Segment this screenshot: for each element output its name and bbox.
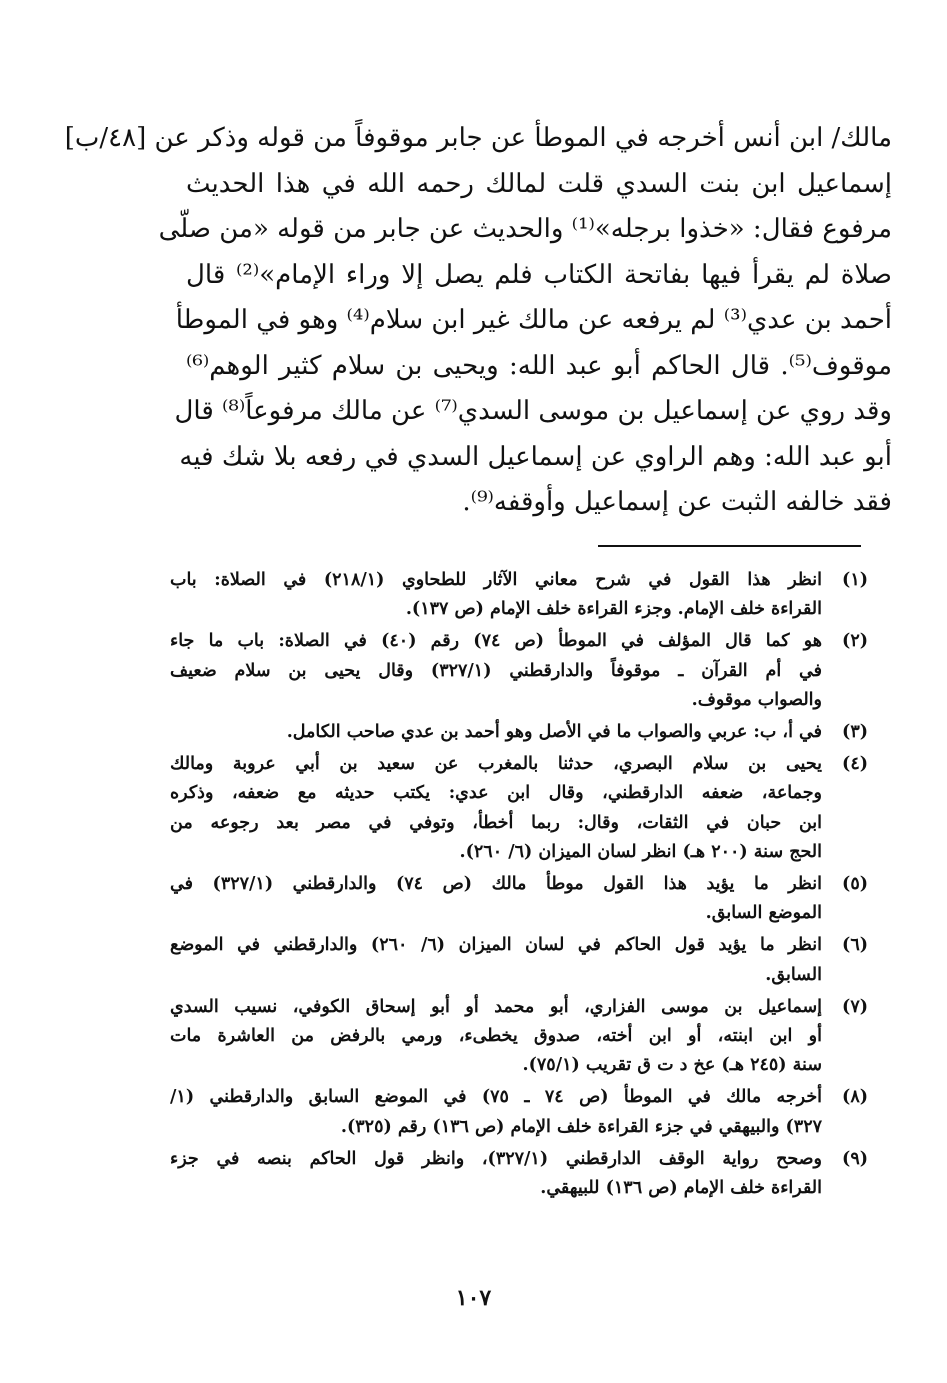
footnote-number: (٢)	[842, 631, 868, 652]
main-text-line: مالك/ ابن أنس أخرجه في الموطأ عن جابر موقوفاً من قوله وذكر عن [٤٨/ب]	[64, 123, 892, 153]
main-text-line: صلاة لم يقرأ فيها بفاتحة الكتاب فلم يصل إلا وراء الإمام»⁽²⁾ قال	[186, 259, 892, 290]
footnote-line: انظر ما يؤيد هذا القول موطأ مالك (ص ٧٤) والدارقطني (٣٢٧/١) في	[170, 874, 823, 895]
footnote-number: (١)	[842, 570, 868, 590]
footnote-line: القراءة خلف الإمام. وجزء القراءة خلف الإمام (ص ١٣٧).	[405, 599, 822, 620]
main-text-line: إسماعيل ابن بنت السدي قلت لمالك رحمه الله في هذا الحديث	[186, 168, 892, 199]
footnote-line: وجماعة، ضعفه الدارقطني، وقال ابن عدي: يكتب حديثه مع ضعفه، وذكره	[170, 783, 822, 804]
page-number: ١٠٧	[455, 1285, 492, 1311]
footnote-line: سنة (٢٤٥ هـ) عخ د ت ق تقريب (٧٥/١).	[522, 1055, 822, 1076]
footnote-5	[170, 870, 868, 928]
footnote-line: والصواب موقوف.	[691, 689, 822, 710]
main-text-line: فقد خالفه الثبت عن إسماعيل وأوقفه⁽⁹⁾.	[462, 487, 892, 517]
main-text-line: أحمد بن عدي⁽³⁾ لم يرفعه عن مالك غير ابن سلام⁽⁴⁾ وهو في الموطأ	[175, 305, 892, 335]
footnote-line: وصحح رواية الوقف الدارقطني (٣٢٧/١)، وانظر قول الحاكم بنصه في جزء	[170, 1148, 822, 1169]
footnote-line: الحج سنة (٢٠٠ هـ) انظر لسان الميزان (٦/ ٢٦٠).	[459, 841, 822, 862]
footnote-number: (٦)	[842, 935, 868, 956]
footnote-line: أخرجه مالك في الموطأ (ص ٧٤ ـ ٧٥) في الموضع السابق والدارقطني (١/	[170, 1087, 822, 1108]
footnote-line: إسماعيل بن موسى الفزاري، أبو محمد أو أبو إسحاق الكوفي، نسيب السدي	[170, 996, 822, 1017]
folio-marker: [٤٨/ب]	[64, 123, 147, 153]
footnote-separator	[598, 545, 861, 547]
footnote-number: (٩)	[842, 1148, 868, 1169]
footnote-4	[170, 750, 868, 867]
footnote-line: ٣٢٧) والبيهقي في جزء القراءة خلف الإمام (ص ١٣٦) رقم (٣٢٥).	[340, 1116, 822, 1137]
footnote-6	[170, 931, 868, 989]
footnote-number: (٤)	[842, 754, 868, 775]
main-text-line: أبو عبد الله: وهم الراوي عن إسماعيل السدي في رفعه بلا شك فيه	[179, 441, 892, 472]
main-text-line: وقد روي عن إسماعيل بن موسى السدي⁽⁷⁾ عن مالك مرفوعاً⁽⁸⁾ قال	[174, 396, 892, 426]
footnote-7	[170, 993, 868, 1081]
footnotes	[170, 566, 868, 1206]
footnote-line: انظر هذا القول في شرح معاني الآثار للطحاوي (٢١٨/١) في الصلاة: باب	[170, 570, 822, 590]
main-text-block	[64, 116, 892, 526]
footnote-1	[170, 566, 868, 624]
footnote-number: (٨)	[842, 1087, 868, 1108]
footnote-8	[170, 1083, 868, 1141]
footnote-9	[170, 1145, 868, 1203]
footnote-line: الموضع السابق.	[705, 903, 822, 924]
footnote-number: (٥)	[842, 874, 868, 895]
footnote-line: السابق.	[765, 964, 822, 985]
footnote-number: (٧)	[842, 996, 868, 1017]
footnote-line: ابن حبان في الثقات، وقال: ربما أخطأ، وتوفي في مصر بعد رجوعه من	[170, 812, 822, 833]
footnote-line: في أم القرآن ـ موقوفاً والدارقطني (٣٢٧/١) وقال يحيى بن سلام ضعيف	[170, 660, 822, 681]
footnote-line: هو كما قال المؤلف في الموطأ (ص ٧٤) رقم (٤٠) في الصلاة: باب ما جاء	[170, 631, 822, 652]
footnote-line: يحيى بن سلام البصري، حدثنا بالمغرب عن سعيد بن أبي عروبة ومالك	[170, 754, 822, 775]
footnote-line: القراءة خلف الإمام (ص ١٣٦) للبيهقي.	[540, 1178, 822, 1199]
footnote-number: (٣)	[842, 722, 868, 743]
footnote-2	[170, 627, 868, 715]
footnote-line: انظر ما يؤيد قول الحاكم في لسان الميزان (٦/ ٢٦٠) والدارقطني في الموضع	[170, 935, 822, 956]
main-text-line: موقوف⁽⁵⁾. قال الحاكم أبو عبد الله: ويحيى بن سلام كثير الوهم⁽⁶⁾	[186, 350, 892, 381]
main-text-line: مرفوع فقال: «خذوا برجله»⁽¹⁾ والحديث عن جابر من قوله «من صلّى	[158, 214, 892, 244]
footnote-line: في أ، ب: عربي والصواب ما في الأصل وهو أحمد بن عدي صاحب الكامل.	[286, 722, 822, 743]
footnote-3	[170, 718, 868, 747]
footnote-line: أو ابن ابنته، أو ابن أخته، صدوق يخطىء، ورمي بالرفض من العاشرة مات	[170, 1026, 822, 1047]
